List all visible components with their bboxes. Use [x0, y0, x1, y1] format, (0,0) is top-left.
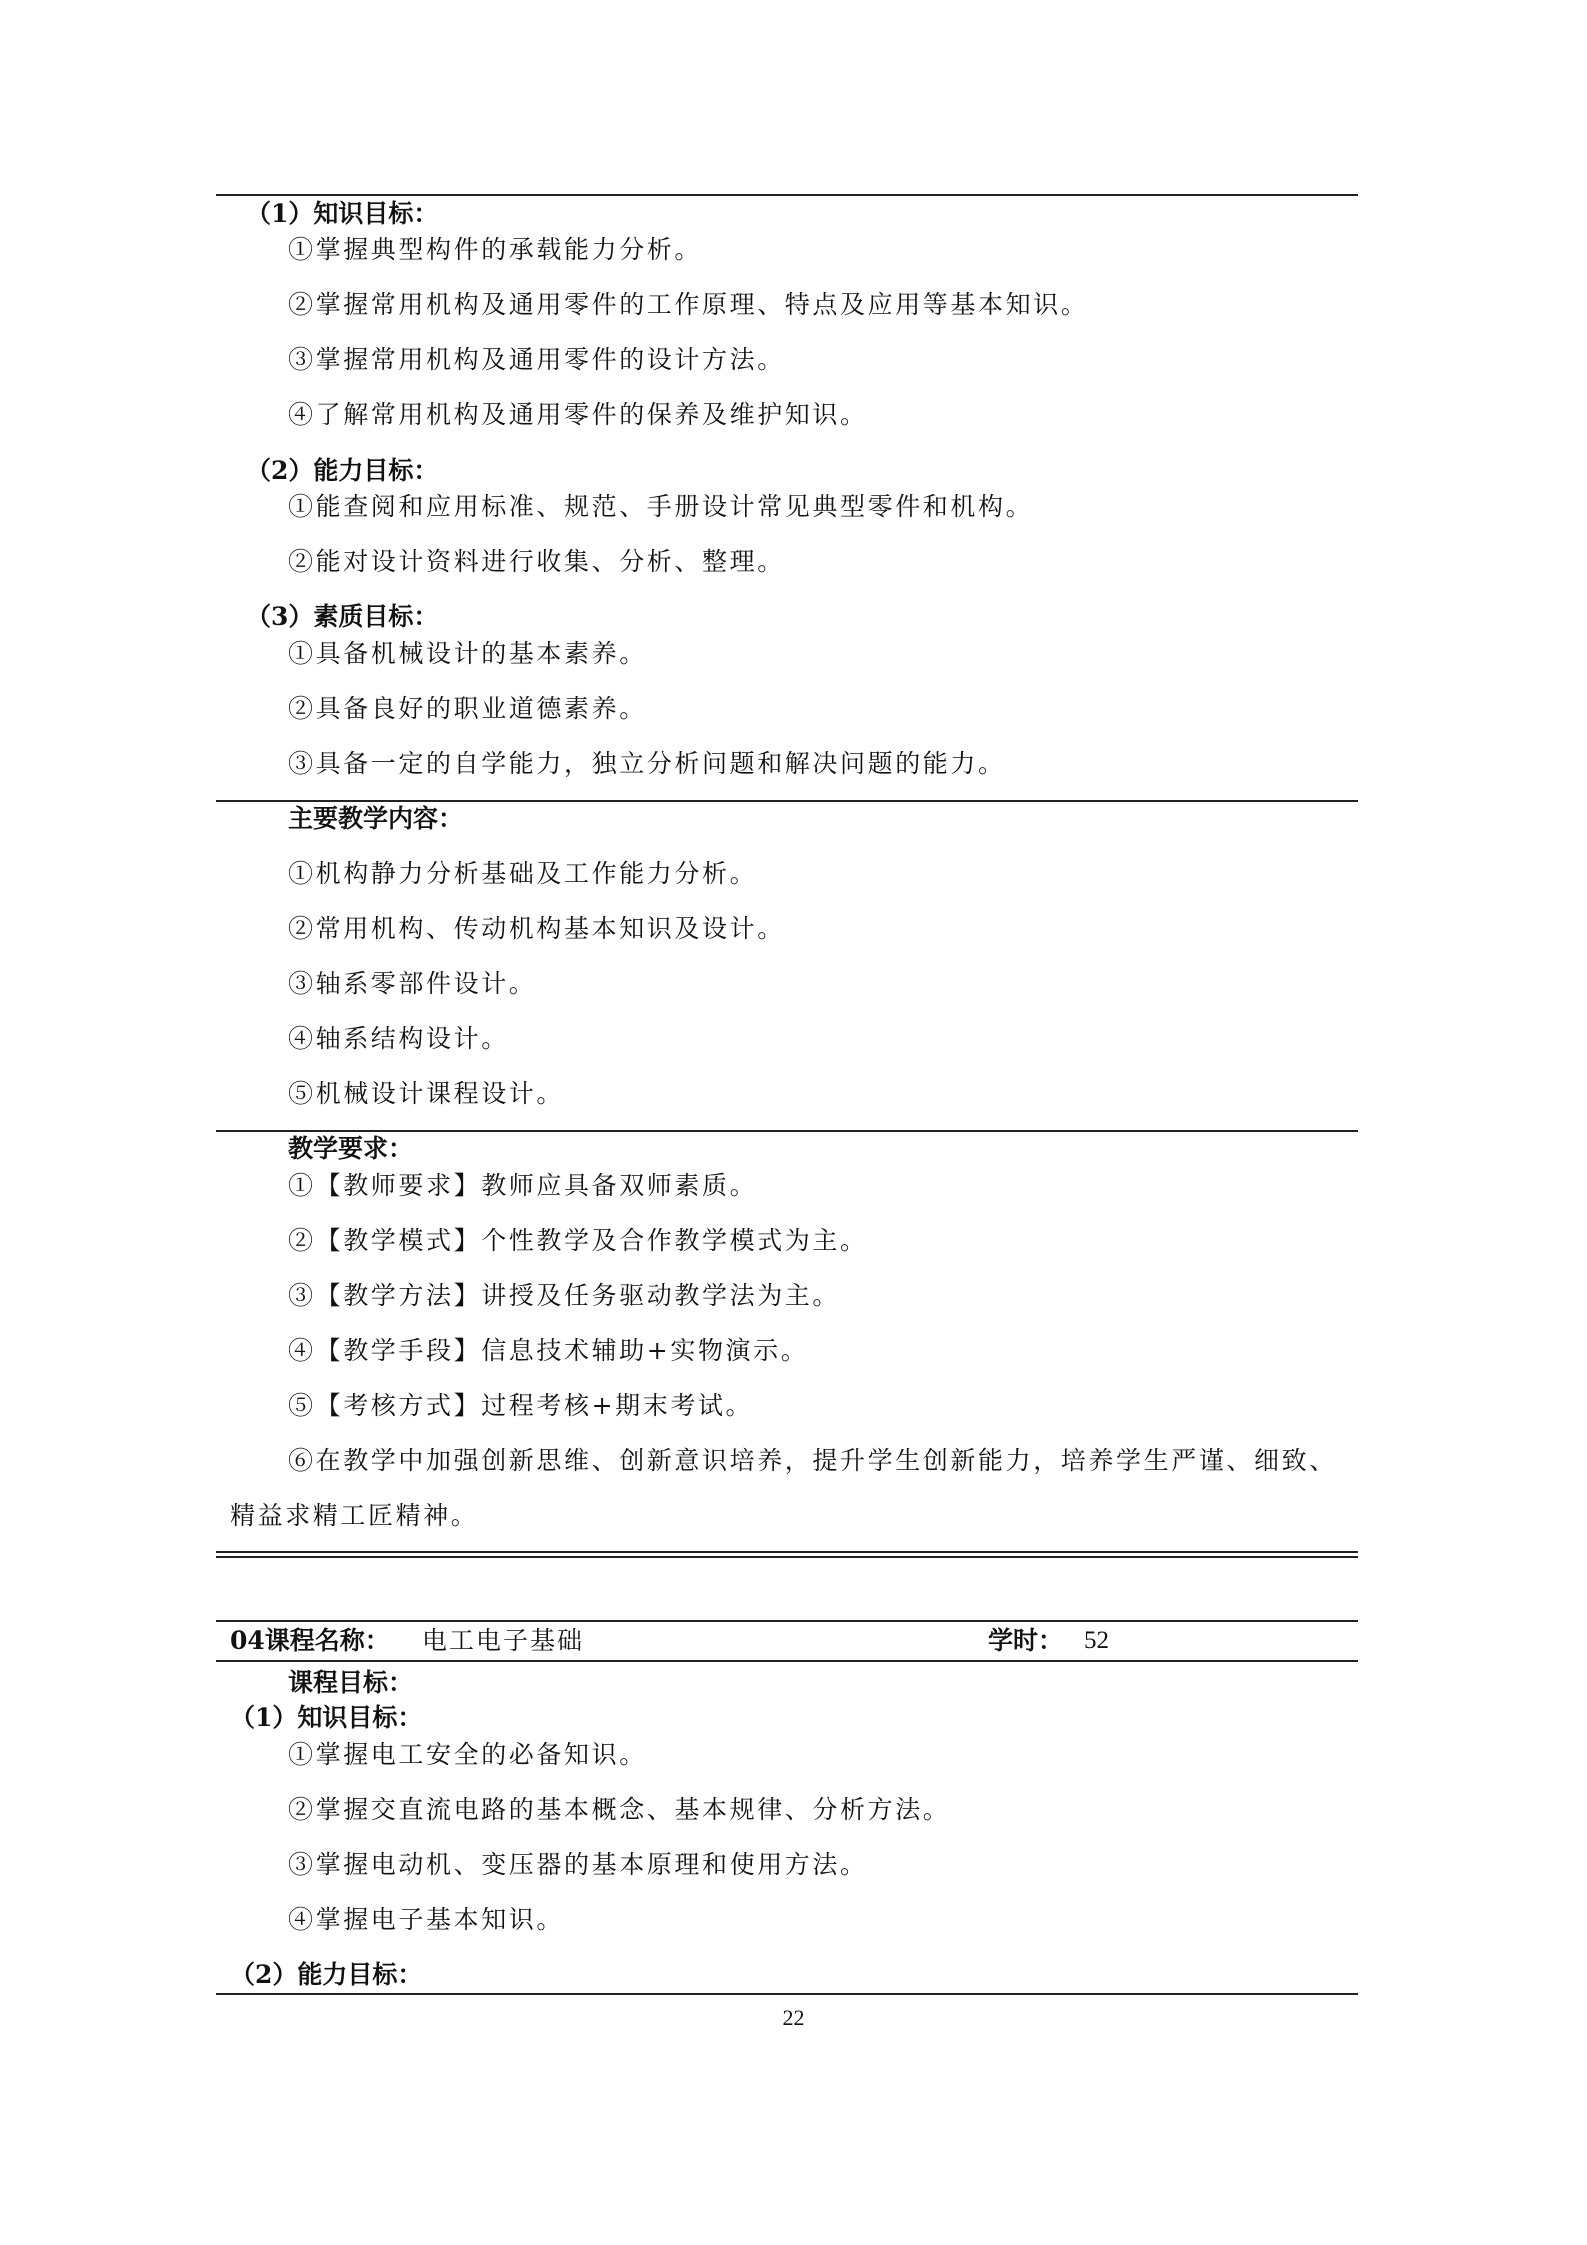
ability-heading: （2）能力目标：: [230, 1960, 423, 1989]
list-item: ③【教学方法】讲授及任务驱动教学法为主。: [288, 1281, 841, 1310]
table-top-border: [216, 194, 1358, 196]
course04-bottom-border: [216, 1993, 1358, 1995]
list-item: ②掌握常用机构及通用零件的工作原理、特点及应用等基本知识。: [288, 290, 1089, 319]
teaching-content-heading: 主要教学内容：: [288, 804, 464, 833]
table-bottom-border-double: [216, 1556, 1358, 1558]
list-item: ④【教学手段】信息技术辅助+实物演示。: [288, 1336, 809, 1365]
list-item: ⑤机械设计课程设计。: [288, 1079, 565, 1108]
list-item: ②掌握交直流电路的基本概念、基本规律、分析方法。: [288, 1795, 951, 1824]
list-item: ④了解常用机构及通用零件的保养及维护知识。: [288, 400, 868, 429]
list-item: ①掌握电工安全的必备知识。: [288, 1740, 647, 1769]
table-bottom-border: [216, 1551, 1358, 1553]
course-name-value: 电工电子基础: [422, 1626, 585, 1655]
quality-heading: （3）素质目标：: [246, 602, 439, 631]
list-item: ⑤【考核方式】过程考核+期末考试。: [288, 1391, 754, 1420]
course-objectives-heading: 课程目标：: [288, 1668, 414, 1697]
course-hours-label: 学时：: [988, 1626, 1064, 1655]
list-item: ⑥在教学中加强创新思维、创新意识培养，提升学生创新能力，培养学生严谨、细致、: [288, 1446, 1337, 1475]
list-item: ③掌握常用机构及通用零件的设计方法。: [288, 345, 785, 374]
list-item: ③具备一定的自学能力，独立分析问题和解决问题的能力。: [288, 749, 1006, 778]
list-item: ①能查阅和应用标准、规范、手册设计常见典型零件和机构。: [288, 492, 1034, 521]
course04-top-border: [216, 1620, 1358, 1622]
list-item: ②具备良好的职业道德素养。: [288, 694, 647, 723]
list-item: ①【教师要求】教师应具备双师素质。: [288, 1171, 758, 1200]
list-item: ③掌握电动机、变压器的基本原理和使用方法。: [288, 1850, 868, 1879]
knowledge-heading: （1）知识目标：: [230, 1703, 423, 1732]
list-item: ②能对设计资料进行收集、分析、整理。: [288, 547, 785, 576]
list-item: ②【教学模式】个性教学及合作教学模式为主。: [288, 1226, 868, 1255]
list-item: ①具备机械设计的基本素养。: [288, 639, 647, 668]
list-item: ③轴系零部件设计。: [288, 969, 537, 998]
course-name-label: 04课程名称：: [230, 1626, 390, 1655]
course04-header-divider: [216, 1660, 1358, 1662]
knowledge-heading: （1）知识目标：: [246, 199, 439, 228]
list-item: ①机构静力分析基础及工作能力分析。: [288, 859, 758, 888]
ability-heading: （2）能力目标：: [246, 456, 439, 485]
list-item: ④掌握电子基本知识。: [288, 1905, 565, 1934]
list-item-continuation: 精益求精工匠精神。: [230, 1501, 479, 1530]
list-item: ②常用机构、传动机构基本知识及设计。: [288, 914, 785, 943]
course-hours-value: 52: [1084, 1627, 1109, 1654]
teaching-requirements-heading: 教学要求：: [288, 1134, 414, 1163]
page-number: 22: [782, 2005, 805, 2030]
list-item: ①掌握典型构件的承载能力分析。: [288, 235, 703, 264]
list-item: ④轴系结构设计。: [288, 1024, 509, 1053]
